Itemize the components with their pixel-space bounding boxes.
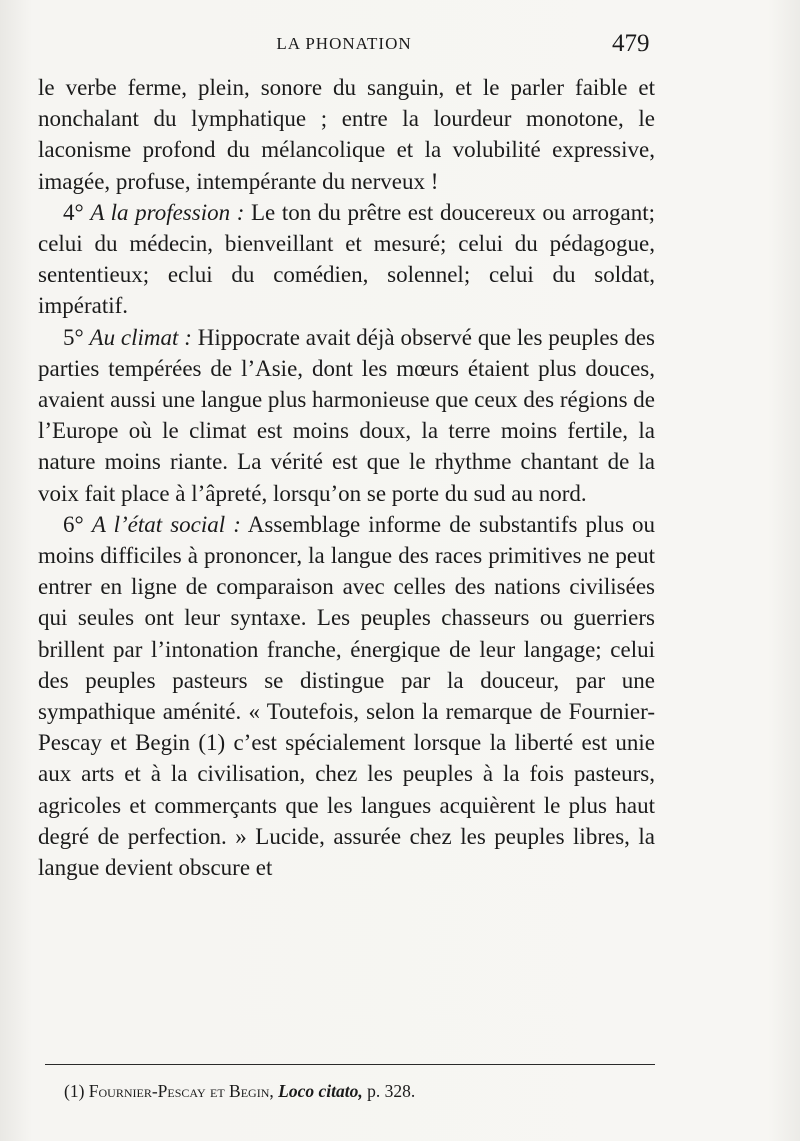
- footnote-page: p. 328.: [367, 1081, 416, 1101]
- footnote-divider: [45, 1064, 655, 1065]
- paragraph-etat-social: [38, 509, 655, 883]
- section-number: 5°: [63, 324, 84, 350]
- footnote: [64, 1081, 415, 1102]
- section-heading: A l’état social :: [91, 511, 241, 537]
- section-number: 6°: [63, 511, 84, 537]
- paragraph-continuation: le verbe ferme, plein, sonore du sanguin, et le parler faible et nonchalant du lymphatique ; entre la lourdeur monotone, le laconisme profond du mélancolique et la volubilité expressive, imagée, profuse, intempérante du nerveux !: [38, 75, 655, 194]
- section-heading: Au climat :: [89, 324, 192, 350]
- footnote-authors: Fournier-Pescay et Begin,: [88, 1081, 274, 1101]
- section-heading: A la profession :: [90, 199, 245, 225]
- paragraph-climat: [38, 322, 655, 509]
- section-number: 4°: [63, 199, 84, 225]
- paragraph-text: Assemblage informe de substantifs plus ou moins difficiles à prononcer, la langue des races primitives ne peut entrer en ligne de comparaison avec celles des nations civilisées qui seules ont leur syntaxe. Les peuples chasseurs ou guerriers brillent par l’intonation franche, énergique de leur langage; celui des peuples pasteurs se distingue par la douceur, par une sympathique aménité. « Toutefois, selon la remarque de Fournier-Pescay et Begin (1) c’est spécialement lorsque la liberté est unie aux arts et à la civilisation, chez les peuples à la fois pasteurs, agricoles et commerçants que les langues acquièrent le plus haut degré de perfection. » Lucide, assurée chez les peuples libres, la langue devient obscure et: [38, 511, 655, 881]
- footnote-marker: (1): [64, 1081, 85, 1101]
- running-title: LA PHONATION: [276, 34, 412, 53]
- paragraph-text: Le ton du prêtre est doucereux ou arrogant; celui du médecin, bienveillant et mesuré; celui du pédagogue, sententieux; eclui du comédien, solennel; celui du soldat, impératif.: [38, 199, 655, 319]
- page-number: 479: [612, 30, 650, 57]
- paragraph-profession: [38, 197, 655, 322]
- body-text: [38, 72, 655, 883]
- footnote-work: Loco citato,: [278, 1081, 363, 1101]
- paragraph-text: Hippocrate avait déjà observé que les peuples des parties tempérées de l’Asie, dont les mœurs étaient plus douces, avaient aussi une langue plus harmonieuse que ceux des régions de l’Europe où le climat est moins doux, la terre moins fertile, la nature moins riante. La vérité est que le rhythme chantant de la voix fait place à l’âpreté, lorsqu’on se porte du sud au nord.: [38, 324, 656, 506]
